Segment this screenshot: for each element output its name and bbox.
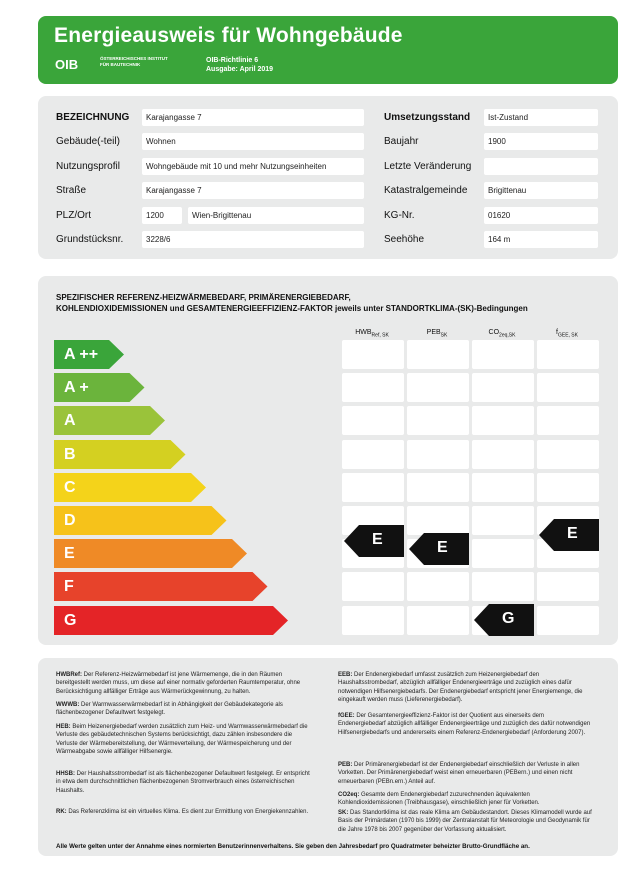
class-label: A + [64, 379, 89, 397]
grid-cell [537, 606, 599, 635]
class-bar-F [54, 572, 268, 601]
field-label-r3: Katastralgemeinde [384, 185, 468, 196]
definition-left-4 [56, 808, 311, 816]
field-value-r5: 164 m [484, 231, 598, 248]
field-label-1: Gebäude(-teil) [56, 136, 120, 147]
definition-left-1 [56, 701, 311, 718]
grid-cell [407, 406, 469, 435]
class-label: C [64, 478, 76, 496]
definition-term: HWBRef: [56, 672, 84, 678]
grid-cell [342, 406, 404, 435]
class-label: E [64, 545, 75, 563]
field-value-0: Karajangasse 7 [142, 109, 364, 126]
class-label: A ++ [64, 346, 99, 363]
definition-left-2 [56, 723, 311, 756]
definition-text: Der Primärenergiebedarf ist der Endenergiebedarf einschließlich der Verluste in allen Vorketten. Der Primärenergiebedarf weist einen erneuerbaren (PEBern.) und einen nicht erneuerbaren (PEBn.ern.) Anteil auf. [338, 762, 580, 785]
grid-cell [537, 572, 599, 601]
class-label: F [64, 578, 74, 596]
definition-term: RK: [56, 809, 69, 815]
field-value-4: 1200 [142, 207, 182, 224]
grid-cell [407, 506, 469, 535]
definition-term: HEB: [56, 724, 73, 730]
definition-text: Der Endenergiebedarf umfasst zusätzlich zum Heizenergiebedarf den Haushaltsstrombedarf, abzüglich allfälliger Endenergieerträge und zuzüglich eines dafür notwendigen Hilfsenergiebedarfs. Der Endenergiebedarf entspricht jener Energiemenge, die eingekauft werden muss (Lieferenergiebedarf). [338, 672, 583, 703]
column-header-sub: Ref, SK [371, 332, 389, 339]
class-label: G [64, 611, 77, 629]
grid-cell [472, 539, 534, 568]
class-label: B [64, 445, 76, 463]
definition-text: Der Warmwasserwärmebedarf ist in Abhängigkeit der Gebäudekategorie als flächenbezogener Defaultwert festgelegt. [56, 702, 283, 717]
class-bar-E [54, 539, 247, 568]
definition-right-2 [338, 761, 593, 786]
rating-marker-label: E [372, 531, 383, 549]
guideline-info [206, 56, 273, 74]
header-banner [38, 16, 618, 84]
grid-cell [342, 473, 404, 502]
definition-term: EEB: [338, 672, 355, 678]
grid-cell [537, 373, 599, 402]
definition-text: Der Referenz-Heizwärmebedarf ist jene Wärmemenge, die in den Räumen bereitgestellt werden muss, um diese auf einer normativ geforderten Raumtemperatur, ohne Berücksichtigung allfälliger Erträge aus Wärmerückgewinnung, zu halten. [56, 672, 301, 695]
field-value-r4: 01620 [484, 207, 598, 224]
rating-marker-label: G [502, 609, 515, 627]
chart-title-line2: KOHLENDIOXIDEMISSIONEN und GESAMTENERGIEEFFIZIENZ-FAKTOR jeweils unter STANDORTKLIMA-(SK)-Bedingungen [56, 304, 528, 313]
oib-logo: OIB [55, 57, 79, 72]
class-arrow-shape [54, 506, 227, 535]
grid-cell [342, 340, 404, 369]
grid-cell [472, 473, 534, 502]
definition-term: CO2eq: [338, 792, 362, 798]
column-header-sub: SK [440, 332, 448, 339]
grid-cell [342, 373, 404, 402]
grid-cell [407, 606, 469, 635]
field-label-2: Nutzungsprofil [56, 161, 120, 172]
footnote: Alle Werte gelten unter der Annahme eines normierten Benutzerinnenverhaltens. Sie geben den Jahresbedarf pro Quadratmeter beheizter Brutto-Grundfläche an. [56, 843, 530, 850]
energy-class-panel [38, 276, 618, 645]
class-bar-D [54, 506, 227, 535]
column-header-0 [342, 329, 402, 338]
grid-cell [472, 340, 534, 369]
grid-cell [472, 506, 534, 535]
field-value-r1: 1900 [484, 133, 598, 150]
field-label-r4: KG-Nr. [384, 210, 415, 221]
definition-text: Der Gesamtenergieeffizienz-Faktor ist der Quotient aus einerseits dem Endenergiebedarf abzüglich allfälliger Endenergieerträge und zuzüglich des dafür notwendigen Hilfsenergiebedarfs und andererseits einem Referenz-Endenergiebedarf (Anforderung 2007). [338, 713, 591, 736]
field-value-2: Wohngebäude mit 10 und mehr Nutzungseinheiten [142, 158, 364, 175]
class-bar-G [54, 606, 288, 635]
class-label: D [64, 512, 76, 529]
oib-logo-subtitle: ÖSTERREICHISCHES INSTITUT FÜR BAUTECHNIK [100, 56, 168, 67]
field-label-0: BEZEICHNUNG [56, 112, 130, 123]
grid-cell [472, 406, 534, 435]
field-value-r2 [484, 158, 598, 175]
rating-marker-1 [409, 533, 469, 565]
field-value-r0: Ist-Zustand [484, 109, 598, 126]
definition-text: Das Referenzklima ist ein virtuelles Klima. Es dient zur Ermittlung von Energiekennzahlen. [68, 809, 309, 815]
column-header-main: f [556, 329, 558, 336]
column-header-main: HWB [355, 329, 372, 336]
chart-title [56, 292, 606, 314]
field-value-3: Karajangasse 7 [142, 182, 364, 199]
grid-cell [407, 473, 469, 502]
class-label: A [64, 412, 76, 430]
grid-cell [537, 406, 599, 435]
definition-term: HHSB: [56, 771, 77, 777]
grid-cell [407, 340, 469, 369]
field-label-r0: Umsetzungsstand [384, 112, 471, 123]
class-arrow-shape [54, 606, 288, 635]
grid-cell [407, 572, 469, 601]
grid-cell [342, 440, 404, 469]
grid-cell [537, 340, 599, 369]
grid-cell [472, 440, 534, 469]
definition-text: Beim Heizenergiebedarf werden zusätzlich zum Heiz- und Warmwasserwärmebedarf die Verluste des gebäudetechnischen Systems berücksichtigt, dazu zählen insbesondere die Verluste der Wärmebereitstellung, der Wärmeverteilung, der Wärmespeicherung und der Wärmeabgabe sowie allfälliger Hilfsenergie. [56, 724, 308, 755]
class-arrow-shape [54, 539, 247, 568]
field-label-4: PLZ/Ort [56, 210, 92, 221]
definition-term: SK: [338, 810, 350, 816]
guideline-issue: Ausgabe: April 2019 [206, 66, 274, 73]
definition-right-3 [338, 791, 593, 808]
definition-right-1 [338, 712, 593, 737]
class-arrow-shape [54, 572, 268, 601]
grid-cell [472, 373, 534, 402]
grid-cell [407, 440, 469, 469]
column-header-main: CO [488, 329, 500, 336]
class-bar-Aplus [54, 373, 145, 402]
field-value-5: 3228/6 [142, 231, 364, 248]
field-label-r1: Baujahr [384, 136, 419, 147]
field-label-5: Grundstücksnr. [56, 234, 124, 245]
definition-term: PEB: [338, 762, 355, 768]
class-bar-A [54, 406, 165, 435]
definitions-panel [38, 658, 618, 856]
grid-cell [407, 373, 469, 402]
field-value-r3: Brigittenau [484, 182, 598, 199]
identification-panel [38, 96, 618, 259]
rating-marker-2 [474, 604, 534, 636]
grid-cell [537, 473, 599, 502]
definition-right-4 [338, 809, 593, 834]
column-header-3 [537, 329, 597, 338]
definition-text: Der Haushaltsstrombedarf ist als flächenbezogener Defaultwert festgelegt. Er entspricht in etwa dem durchschnittlichen flächenbezogenen Stromverbrauch eines österreichischen Haushalts. [56, 771, 310, 794]
grid-cell [342, 606, 404, 635]
chart-title-line1: SPEZIFISCHER REFERENZ-HEIZWÄRMEBEDARF, PRIMÄRENERGIEBEDARF, [56, 293, 351, 302]
definition-right-0 [338, 671, 593, 704]
field-label-r5: Seehöhe [384, 234, 425, 245]
class-bar-C [54, 473, 206, 502]
class-bar-Aplusplus [54, 340, 124, 369]
column-header-1 [407, 329, 467, 338]
definition-left-0 [56, 671, 311, 696]
class-arrow-shape [54, 473, 206, 502]
column-header-main: PEB [426, 329, 441, 336]
grid-cell [472, 572, 534, 601]
field-label-r2: Letzte Veränderung [384, 161, 472, 172]
rating-marker-label: E [437, 539, 448, 557]
rating-marker-3 [539, 519, 599, 551]
column-header-sub: GEE, SK [557, 332, 578, 339]
grid-cell [537, 440, 599, 469]
page-title: Energieausweis für Wohngebäude [54, 24, 403, 47]
field-value-1: Wohnen [142, 133, 364, 150]
column-header-sub: 2eq,SK [499, 332, 516, 339]
definition-text: Das Standortklima ist das reale Klima am Gebäudestandort. Dieses Klimamodell wurde auf Basis der Primärdaten (1970 bis 1999) der Zentralanstalt für Meteorologie und Geodynamik für die Jahre 1978 bis 2007 gegenüber der Vorfassung aktualisiert. [338, 810, 592, 833]
guideline-name: OIB-Richtlinie 6 [206, 57, 259, 64]
definition-left-3 [56, 770, 311, 795]
column-header-2 [472, 329, 532, 338]
grid-cell [342, 572, 404, 601]
class-bar-B [54, 440, 186, 469]
rating-marker-label: E [567, 525, 578, 543]
definition-term: WWWB: [56, 702, 81, 708]
rating-marker-0 [344, 525, 404, 557]
field-value2-4: Wien-Brigittenau [188, 207, 364, 224]
definition-text: Gesamte dem Endenergiebedarf zuzurechnenden äquivalenten Kohlendioxidemissionen (Treibhausgase), einschließlich jener für Vorketten. [338, 792, 540, 807]
definition-term: fGEE: [338, 713, 357, 719]
field-label-3: Straße [56, 185, 87, 196]
